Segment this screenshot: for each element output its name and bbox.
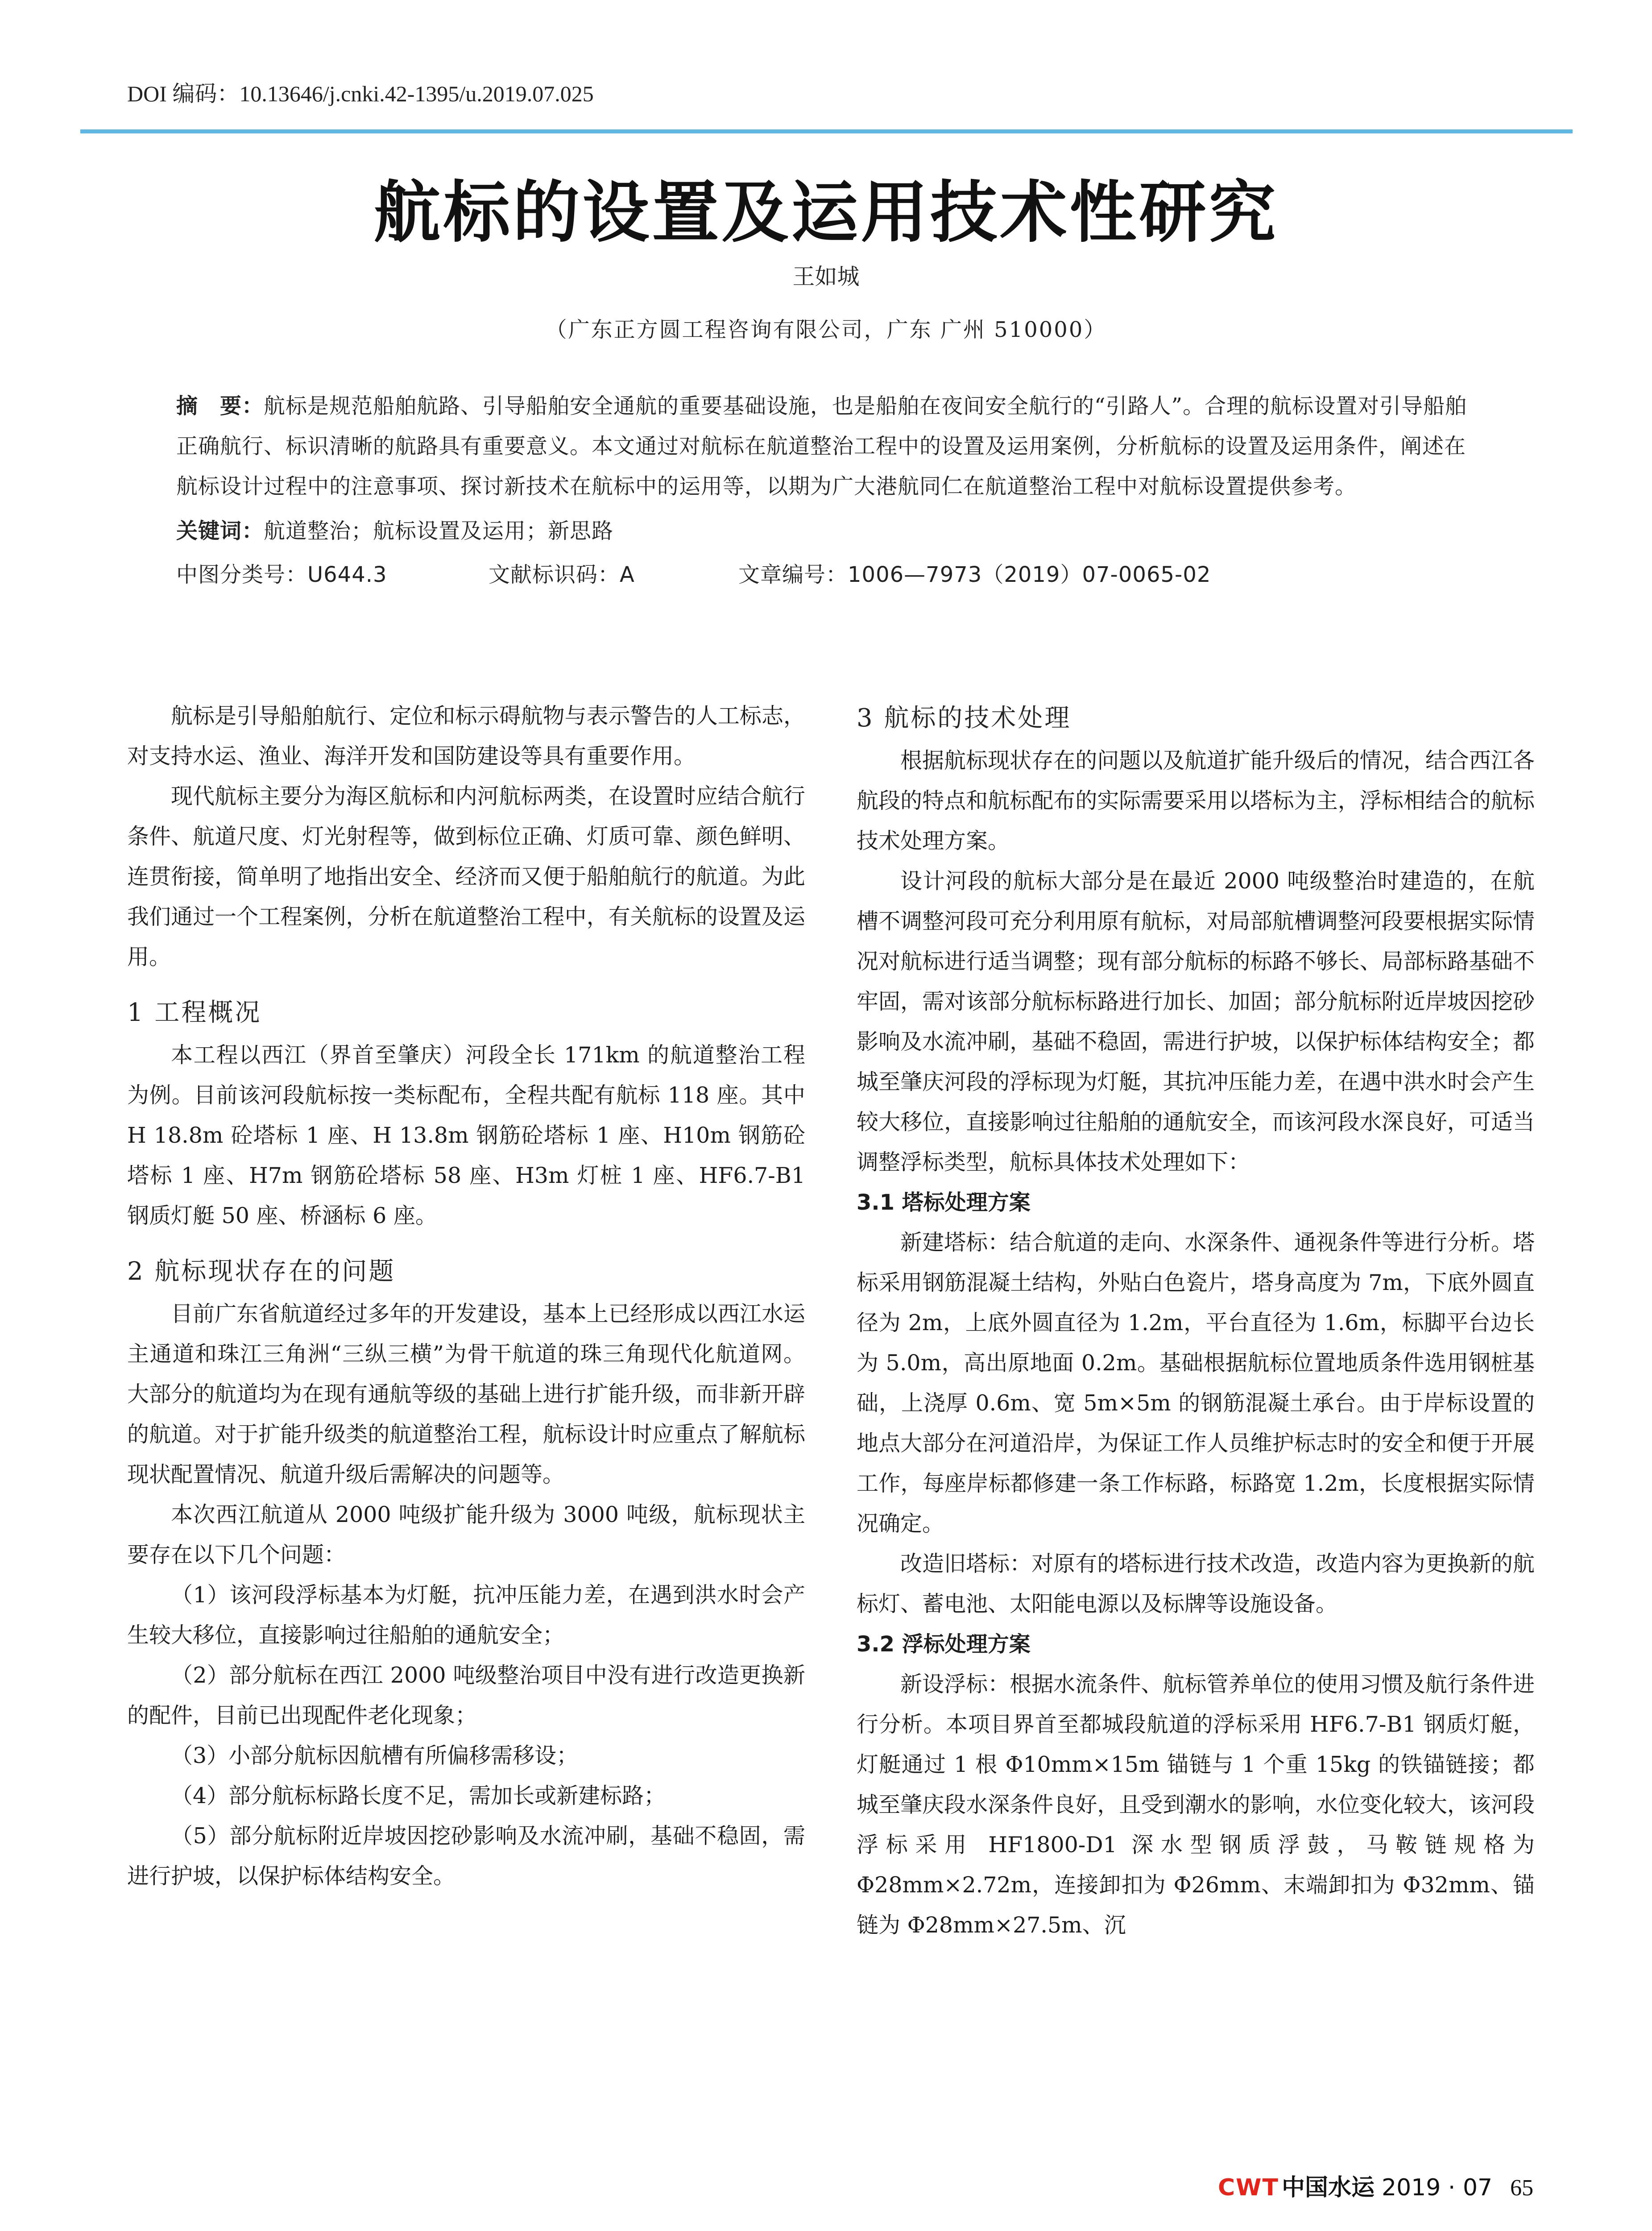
document-code: 文献标识码：A <box>489 562 635 587</box>
keywords-label: 关键词： <box>176 518 264 543</box>
abstract-label: 摘 要： <box>176 394 264 419</box>
abstract-block <box>176 386 1483 595</box>
clc-number: 中图分类号：U644.3 <box>176 562 387 587</box>
right-column <box>857 696 1535 1945</box>
section-3-paragraph-2: 设计河段的航标大部分是在最近 2000 吨级整治时建造的，在航槽不调整河段可充分利用原有航标，对局部航槽调整河段要根据实际情况对航标进行适当调整；现有部分航标的标路不够长、局部标路基础不牢固，需对该部分航标标路进行加长、加固；部分航标附近岸坡因挖砂影响及水流冲刷，基础不稳固，需进行护坡，以保护标体结构安全；都城至肇庆河段的浮标现为灯艇，其抗冲压能力差，在遇中洪水时会产生较大移位，直接影响过往船舶的通航安全，而该河段水深良好，可适当调整浮标类型，航标具体技术处理如下： <box>857 868 1535 1175</box>
section-3-2-heading: 3.2 浮标处理方案 <box>857 1632 1031 1657</box>
section-3-1-heading: 3.1 塔标处理方案 <box>857 1190 1031 1215</box>
section-3-1-paragraph-1: 新建塔标：结合航道的走向、水深条件、通视条件等进行分析。塔标采用钢筋混凝土结构，外贴白色瓷片，塔身高度为 7m，下底外圆直径为 2m，上底外圆直径为 1.2m，平台直径为 1.6m，标脚平台边长为 5.0m，高出原地面 0.2m。基础根据航标位置地质条件选用钢桩基础，上浇厚 0.6m、宽 5m×5m 的钢筋混凝土承台。由于岸标设置的地点大部分在河道沿岸，为保证工作人员维护标志时的安全和便于开展工作，每座岸标都修建一条工作标路，标路宽 1.2m，长度根据实际情况确定。 <box>857 1230 1535 1536</box>
section-2-heading: 2 航标现状存在的问题 <box>127 1257 396 1286</box>
header-rule <box>80 129 1573 133</box>
paper-title: 航标的设置及运用技术性研究 <box>373 174 1279 252</box>
issue-item-5: （5）部分航标附近岸坡因挖砂影响及水流冲刷，基础不稳固，需进行护坡，以保护标体结构安全。 <box>127 1823 805 1889</box>
intro-paragraph-2: 现代航标主要分为海区航标和内河航标两类，在设置时应结合航行条件、航道尺度、灯光射程等，做到标位正确、灯质可靠、颜色鲜明、连贯衔接，简单明了地指出安全、经济而又便于船舶航行的航道。为此我们通过一个工程案例，分析在航道整治工程中，有关航标的设置及运用。 <box>127 784 805 970</box>
issue-item-1: （1）该河段浮标基本为灯艇，抗冲压能力差，在遇到洪水时会产生较大移位，直接影响过往船舶的通航安全； <box>127 1582 805 1648</box>
keywords-text: 航道整治；航标设置及运用；新思路 <box>264 518 614 543</box>
section-2-paragraph-2: 本次西江航道从 2000 吨级扩能升级为 3000 吨级，航标现状主要存在以下几个问题： <box>127 1502 805 1568</box>
section-3-1-paragraph-2: 改造旧塔标：对原有的塔标进行技术改造，改造内容为更换新的航标灯、蓄电池、太阳能电源以及标牌等设施设备。 <box>857 1551 1535 1617</box>
keywords <box>176 511 1483 551</box>
page-footer <box>1218 2169 1533 2202</box>
page-number: 65 <box>1510 2175 1534 2201</box>
author: 王如城 <box>792 264 860 290</box>
abstract <box>176 386 1483 506</box>
section-3-paragraph-1: 根据航标现状存在的问题以及航道扩能升级后的情况，结合西江各航段的特点和航标配布的实际需要采用以塔标为主，浮标相结合的航标技术处理方案。 <box>857 748 1535 854</box>
section-1-heading: 1 工程概况 <box>127 998 262 1027</box>
issue-number: 2019 · 07 <box>1382 2174 1493 2201</box>
section-3-2-paragraph-1: 新设浮标：根据水流条件、航标管养单位的使用习惯及航行条件进行分析。本项目界首至都城段航道的浮标采用 HF6.7-B1 钢质灯艇，灯艇通过 1 根 Φ10mm×15m 锚链与 1 个重 15kg 的铁锚链接；都城至肇庆段水深条件良好，且受到潮水的影响，水位变化较大，该河段浮标采用 HF1800-D1 深水型钢质浮鼓，马鞍链规格为 Φ28mm×2.72m，连接卸扣为 Φ26mm、末端卸扣为 Φ32mm、锚链为 Φ28mm×27.5m、沉 <box>857 1671 1535 1938</box>
left-column <box>127 696 805 1896</box>
issue-item-4: （4）部分航标标路长度不足，需加长或新建标路； <box>171 1783 666 1808</box>
section-2-paragraph-1: 目前广东省航道经过多年的开发建设，基本上已经形成以西江水运主通道和珠江三角洲“三纵三横”为骨干航道的珠三角现代化航道网。大部分的航道均为在现有通航等级的基础上进行扩能升级，而非新开辟的航道。对于扩能升级类的航道整治工程，航标设计时应重点了解航标现状配置情况、航道升级后需解决的问题等。 <box>127 1301 805 1487</box>
section-3-heading: 3 航标的技术处理 <box>857 704 1072 733</box>
brand-logo: CWT <box>1218 2174 1279 2201</box>
intro-paragraph-1: 航标是引导船舶航行、定位和标示碍航物与表示警告的人工标志，对支持水运、渔业、海洋开发和国防建设等具有重要作用。 <box>127 703 805 769</box>
affiliation: （广东正方圆工程咨询有限公司，广东 广州 510000） <box>545 317 1107 342</box>
section-1-paragraph: 本工程以西江（界首至肇庆）河段全长 171km 的航道整治工程为例。目前该河段航标按一类标配布，全程共配有航标 118 座。其中 H 18.8m 砼塔标 1 座、H 13.8m 钢筋砼塔标 1 座、H10m 钢筋砼塔标 1 座、H7m 钢筋砼塔标 58 座、H3m 灯桩 1 座、HF6.7-B1 钢质灯艇 50 座、桥涵标 6 座。 <box>127 1042 805 1228</box>
issue-item-2: （2）部分航标在西江 2000 吨级整治项目中没有进行改造更换新的配件，目前已出现配件老化现象； <box>127 1663 805 1728</box>
doi-line: DOI 编码：10.13646/j.cnki.42-1395/u.2019.07.025 <box>127 81 594 106</box>
abstract-text: 航标是规范船舶航路、引导船舶安全通航的重要基础设施，也是船舶在夜间安全航行的“引路人”。合理的航标设置对引导船舶正确航行、标识清晰的航路具有重要意义。本文通过对航标在航道整治工程中的设置及运用案例，分析航标的设置及运用条件，阐述在航标设计过程中的注意事项、探讨新技术在航标中的运用等，以期为广大港航同仁在航道整治工程中对航标设置提供参考。 <box>176 394 1467 499</box>
magazine-name: 中国水运 <box>1282 2174 1375 2201</box>
classification-row <box>176 555 1483 595</box>
issue-item-3: （3）小部分航标因航槽有所偏移需移设； <box>171 1743 579 1768</box>
article-number: 文章编号：1006—7973（2019）07-0065-02 <box>738 562 1211 587</box>
